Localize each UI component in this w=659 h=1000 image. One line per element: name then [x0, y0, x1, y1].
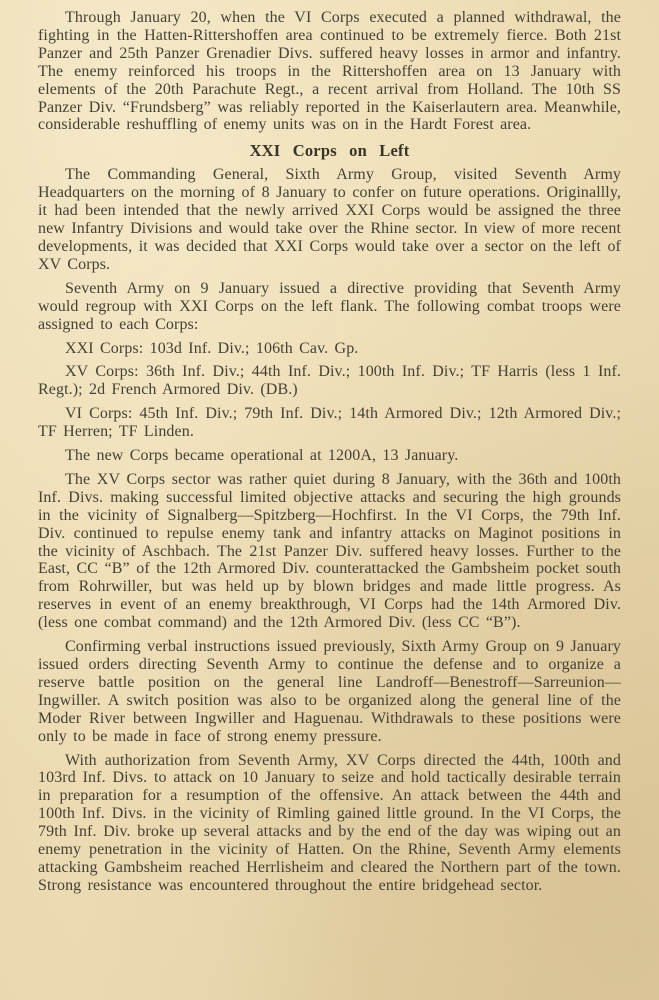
paragraph: The new Corps became operational at 1200A, 13 January.	[65, 447, 459, 465]
section-heading: XXI Corps on Left	[249, 141, 410, 161]
paragraph: Through January 20, when the VI Corps executed a planned withdrawal, the fighting in the Hatten-Rittershoffen area continued to be extremely fierce. Both 21st Panzer and 25th Panzer Grenadier Divs. suffered heavy losses in armor and infantry. The enemy reinforced his troops in the Rittershoffen area on 13 January with elements of the 20th Parachute Regt., a recent arrival from Holland. The 10th SS Panzer Div. “Frundsberg” was reliably reported in the Kaiserlautern area. Meanwhile, considerable reshuffling of enemy units was on in the Hardt Forest area.	[38, 9, 621, 134]
paragraph: The XV Corps sector was rather quiet during 8 January, with the 36th and 100th Inf. Divs. making successful limited objective attacks and securing the high grounds in the vicinity of Signalberg—Spitzberg—Hochfirst. In the VI Corps, the 79th Inf. Div. continued to repulse enemy tank and infantry attacks on Maginot positions in the vicinity of Aschbach. The 21st Panzer Div. suffered heavy losses. Further to the East, CC “B” of the 12th Armored Div. counterattacked the Gambsheim pocket south from Rohrwiller, but was held up by blown bridges and made little progress. As reserves in event of an enemy breakthrough, VI Corps had the 14th Armored Div. (less one combat command) and the 12th Armored Div. (less CC “B”).	[38, 470, 621, 632]
paragraph: Seventh Army on 9 January issued a directive providing that Seventh Army would regroup with XXI Corps on the left flank. The following combat troops were assigned to each Corps:	[38, 279, 621, 333]
paragraph: Confirming verbal instructions issued previously, Sixth Army Group on 9 January issued orders directing Seventh Army to continue the defense and to organize a reserve battle position on the general line Landroff—Benestroff—Sarreunion—Ingwiller. A switch position was also to be organized along the general line of the Moder River between Ingwiller and Haguenau. Withdrawals to these positions were only to be made in face of strong enemy pressure.	[38, 638, 621, 745]
paragraph: XXI Corps: 103d Inf. Div.; 106th Cav. Gp.	[65, 339, 359, 357]
paragraph: XV Corps: 36th Inf. Div.; 44th Inf. Div.; 100th Inf. Div.; TF Harris (less 1 Inf. Regt.); 2d French Armored Div. (DB.)	[38, 363, 621, 399]
paragraph: VI Corps: 45th Inf. Div.; 79th Inf. Div.; 14th Armored Div.; 12th Armored Div.; TF Herren; TF Linden.	[38, 405, 621, 441]
paragraph: The Commanding General, Sixth Army Group, visited Seventh Army Headquarters on the morning of 8 January to confer on future operations. Originallly, it had been intended that the newly arrived XXI Corps would be assigned the three new Infantry Divisions and would take over the Rhine sector. In view of more recent developments, it was decided that XXI Corps would take over a sector on the left of XV Corps.	[38, 166, 621, 273]
paragraph: With authorization from Seventh Army, XV Corps directed the 44th, 100th and 103rd Inf. Divs. to attack on 10 January to seize and hold tactically desirable terrain in preparation for a resumption of the offensive. An attack between the 44th and 100th Inf. Divs. in the vicinity of Rimling gained little ground. In the VI Corps, the 79th Inf. Div. broke up several attacks and by the end of the day was wiping out an enemy penetration in the vicinity of Hatten. On the Rhine, Seventh Army elements attacking Gambsheim reached Herrlisheim and cleared the Northern part of the town. Strong resistance was encountered throughout the entire bridgehead sector.	[38, 751, 621, 894]
document-body	[38, 9, 621, 895]
